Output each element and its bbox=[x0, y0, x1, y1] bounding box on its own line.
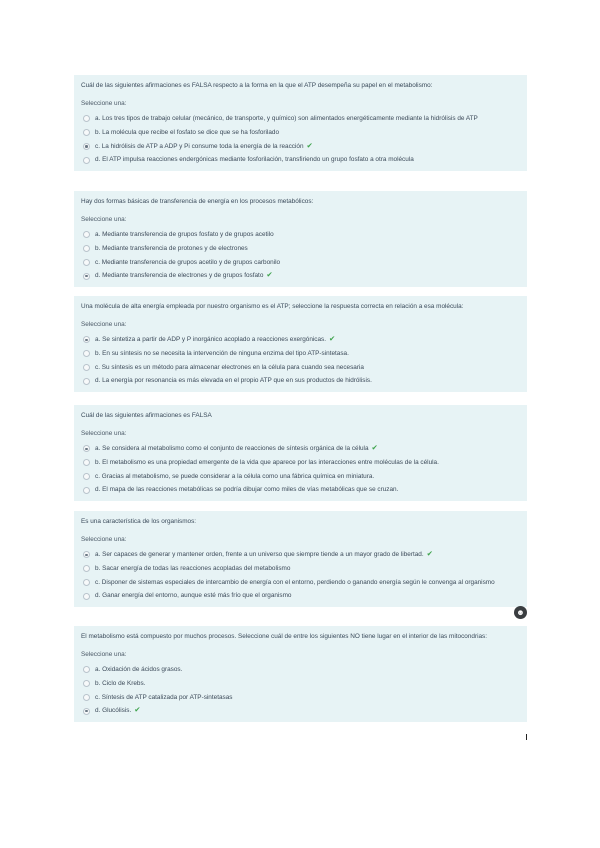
radio-button[interactable] bbox=[83, 694, 90, 701]
radio-button[interactable] bbox=[83, 487, 90, 494]
radio-button[interactable] bbox=[83, 157, 90, 164]
radio-button[interactable] bbox=[83, 593, 90, 600]
question-block-2 bbox=[74, 191, 527, 287]
radio-button[interactable] bbox=[83, 245, 90, 252]
radio-button[interactable] bbox=[83, 579, 90, 586]
answer-option[interactable] bbox=[81, 360, 520, 374]
option-label: c. Síntesis de ATP catalizada por ATP-sintetasas bbox=[95, 693, 233, 701]
option-label: d. Ganar energía del entorno, aunque esté más frío que el organismo bbox=[95, 592, 292, 600]
radio-button[interactable] bbox=[83, 473, 90, 480]
radio-button[interactable] bbox=[83, 680, 90, 687]
question-text: Es una característica de los organismos: bbox=[81, 518, 197, 525]
option-label-wrap bbox=[95, 706, 141, 715]
question-text: Hay dos formas básicas de transferencia de energía en los procesos metabólicos: bbox=[81, 198, 314, 205]
option-label: b. Mediante transferencia de protones y de electrones bbox=[95, 244, 248, 252]
check-icon: ✔ bbox=[426, 548, 433, 558]
radio-button[interactable] bbox=[83, 708, 90, 715]
radio-button[interactable] bbox=[83, 129, 90, 136]
answer-option[interactable] bbox=[81, 469, 520, 483]
option-label: a. Ser capaces de generar y mantener orden, frente a un universo que siempre tiende a un mayor grado de libertad. bbox=[95, 550, 424, 558]
scroll-marker bbox=[526, 734, 527, 740]
radio-button[interactable] bbox=[83, 259, 90, 266]
option-label-wrap bbox=[95, 444, 378, 453]
answer-option[interactable] bbox=[81, 704, 520, 718]
answer-option[interactable] bbox=[81, 442, 520, 456]
answer-option[interactable] bbox=[81, 589, 520, 603]
answer-option[interactable] bbox=[81, 374, 520, 388]
option-label: b. Sacar energía de todas las reacciones acopladas del metabolismo bbox=[95, 564, 291, 572]
answer-option[interactable] bbox=[81, 346, 520, 360]
radio-button[interactable] bbox=[83, 459, 90, 466]
answer-option[interactable] bbox=[81, 690, 520, 704]
select-prompt: Seleccione una: bbox=[81, 321, 127, 329]
answer-option[interactable] bbox=[81, 333, 520, 347]
option-label: d. Mediante transferencia de electrones y de grupos fosfato bbox=[95, 272, 264, 280]
radio-button[interactable] bbox=[83, 231, 90, 238]
option-label: b. El metabolismo es una propiedad emergente de la vida que aparece por las interacciones entre moléculas de la célula. bbox=[95, 458, 439, 466]
option-label: a. Los tres tipos de trabajo celular (mecánico, de transporte, y químico) son alimentados energéticamente mediante la hidrólisis de ATP bbox=[95, 114, 478, 122]
answer-option[interactable] bbox=[81, 241, 520, 255]
check-icon: ✔ bbox=[266, 270, 273, 280]
answer-option[interactable] bbox=[81, 575, 520, 589]
select-prompt: Seleccione una: bbox=[81, 430, 127, 438]
select-prompt: Seleccione una: bbox=[81, 651, 127, 659]
answer-option[interactable] bbox=[81, 548, 520, 562]
option-label: b. En su síntesis no se necesita la intervención de ninguna enzima del tipo ATP-sintetasa. bbox=[95, 349, 349, 357]
radio-button[interactable] bbox=[83, 273, 90, 280]
question-block-4 bbox=[74, 405, 527, 501]
check-icon: ✔ bbox=[371, 442, 378, 452]
option-label: d. El ATP impulsa reacciones endergónicas mediante fosforilación, transfiriendo un grupo fosfato a otra molécula bbox=[95, 156, 414, 164]
answer-option[interactable] bbox=[81, 228, 520, 242]
option-label-wrap bbox=[95, 271, 273, 280]
question-text: Cuál de las siguientes afirmaciones es FALSA bbox=[81, 412, 212, 419]
option-label: b. La molécula que recibe el fosfato se dice que se ha fosforilado bbox=[95, 128, 280, 136]
radio-button[interactable] bbox=[83, 364, 90, 371]
option-label: d. El mapa de las reacciones metabólicas se podría dibujar como miles de vías metabólicas que se cruzan. bbox=[95, 486, 399, 494]
answer-option[interactable] bbox=[81, 455, 520, 469]
option-label-wrap bbox=[95, 335, 335, 344]
option-label: c. Disponer de sistemas especiales de intercambio de energía con el entorno, perdiendo o ganando energía según le convenga al organismo bbox=[95, 578, 495, 586]
question-text: El metabolismo está compuesto por muchos procesos. Seleccione cuál de entre los siguientes NO tiene lugar en el interior de las mitocondrias: bbox=[81, 633, 488, 640]
radio-button[interactable] bbox=[83, 350, 90, 357]
option-label: b. Ciclo de Krebs. bbox=[95, 679, 146, 687]
option-label: a. Se sintetiza a partir de ADP y P inorgánico acoplado a reacciones exergónicas. bbox=[95, 335, 327, 343]
answer-option[interactable] bbox=[81, 663, 520, 677]
question-block-3 bbox=[74, 296, 527, 392]
question-block-5 bbox=[74, 511, 527, 607]
radio-button[interactable] bbox=[83, 445, 90, 452]
check-icon: ✔ bbox=[329, 333, 336, 343]
answer-option[interactable] bbox=[81, 153, 520, 167]
question-text: Una molécula de alta energía empleada por nuestro organismo es el ATP; seleccione la respuesta correcta en relación a esa molécula: bbox=[81, 303, 464, 310]
select-prompt: Seleccione una: bbox=[81, 100, 127, 108]
check-icon: ✔ bbox=[306, 140, 313, 150]
option-label: d. La energía por resonancia es más elevada en el propio ATP que en sus productos de hidrólisis. bbox=[95, 377, 372, 385]
chat-icon[interactable]: ☻ bbox=[514, 606, 527, 619]
radio-button[interactable] bbox=[83, 666, 90, 673]
radio-button[interactable] bbox=[83, 143, 90, 150]
answer-option[interactable] bbox=[81, 676, 520, 690]
option-label: d. Glucólisis. bbox=[95, 707, 132, 715]
option-label: a. Mediante transferencia de grupos fosfato y de grupos acetilo bbox=[95, 230, 274, 238]
select-prompt: Seleccione una: bbox=[81, 216, 127, 224]
option-label: a. Oxidación de ácidos grasos. bbox=[95, 665, 183, 673]
option-label: c. Su síntesis es un método para almacenar electrones en la célula para cuando sea necesaria bbox=[95, 363, 364, 371]
answer-option[interactable] bbox=[81, 125, 520, 139]
question-block-1 bbox=[74, 75, 527, 171]
option-label-wrap bbox=[95, 142, 313, 151]
answer-option[interactable] bbox=[81, 269, 520, 283]
answer-option[interactable] bbox=[81, 255, 520, 269]
option-label-wrap bbox=[95, 550, 433, 559]
answer-option[interactable] bbox=[81, 561, 520, 575]
radio-button[interactable] bbox=[83, 565, 90, 572]
answer-option[interactable] bbox=[81, 483, 520, 497]
check-icon: ✔ bbox=[134, 705, 141, 715]
question-block-6 bbox=[74, 626, 527, 722]
question-text: Cuál de las siguientes afirmaciones es FALSA respecto a la forma en la que el ATP desempeña su papel en el metabolismo: bbox=[81, 82, 433, 89]
answer-option[interactable] bbox=[81, 112, 520, 126]
option-label: c. La hidrólisis de ATP a ADP y Pi consume toda la energía de la reacción bbox=[95, 142, 304, 150]
option-label: c. Gracias al metabolismo, se puede considerar a la célula como una fábrica química en miniatura. bbox=[95, 472, 375, 480]
answer-option[interactable] bbox=[81, 139, 520, 153]
option-label: a. Se considera al metabolismo como el conjunto de reacciones de síntesis orgánica de la célula bbox=[95, 444, 369, 452]
radio-button[interactable] bbox=[83, 551, 90, 558]
radio-button[interactable] bbox=[83, 336, 90, 343]
select-prompt: Seleccione una: bbox=[81, 536, 127, 544]
radio-button[interactable] bbox=[83, 378, 90, 385]
radio-button[interactable] bbox=[83, 115, 90, 122]
option-label: c. Mediante transferencia de grupos acetilo y de grupos carbonilo bbox=[95, 258, 281, 266]
